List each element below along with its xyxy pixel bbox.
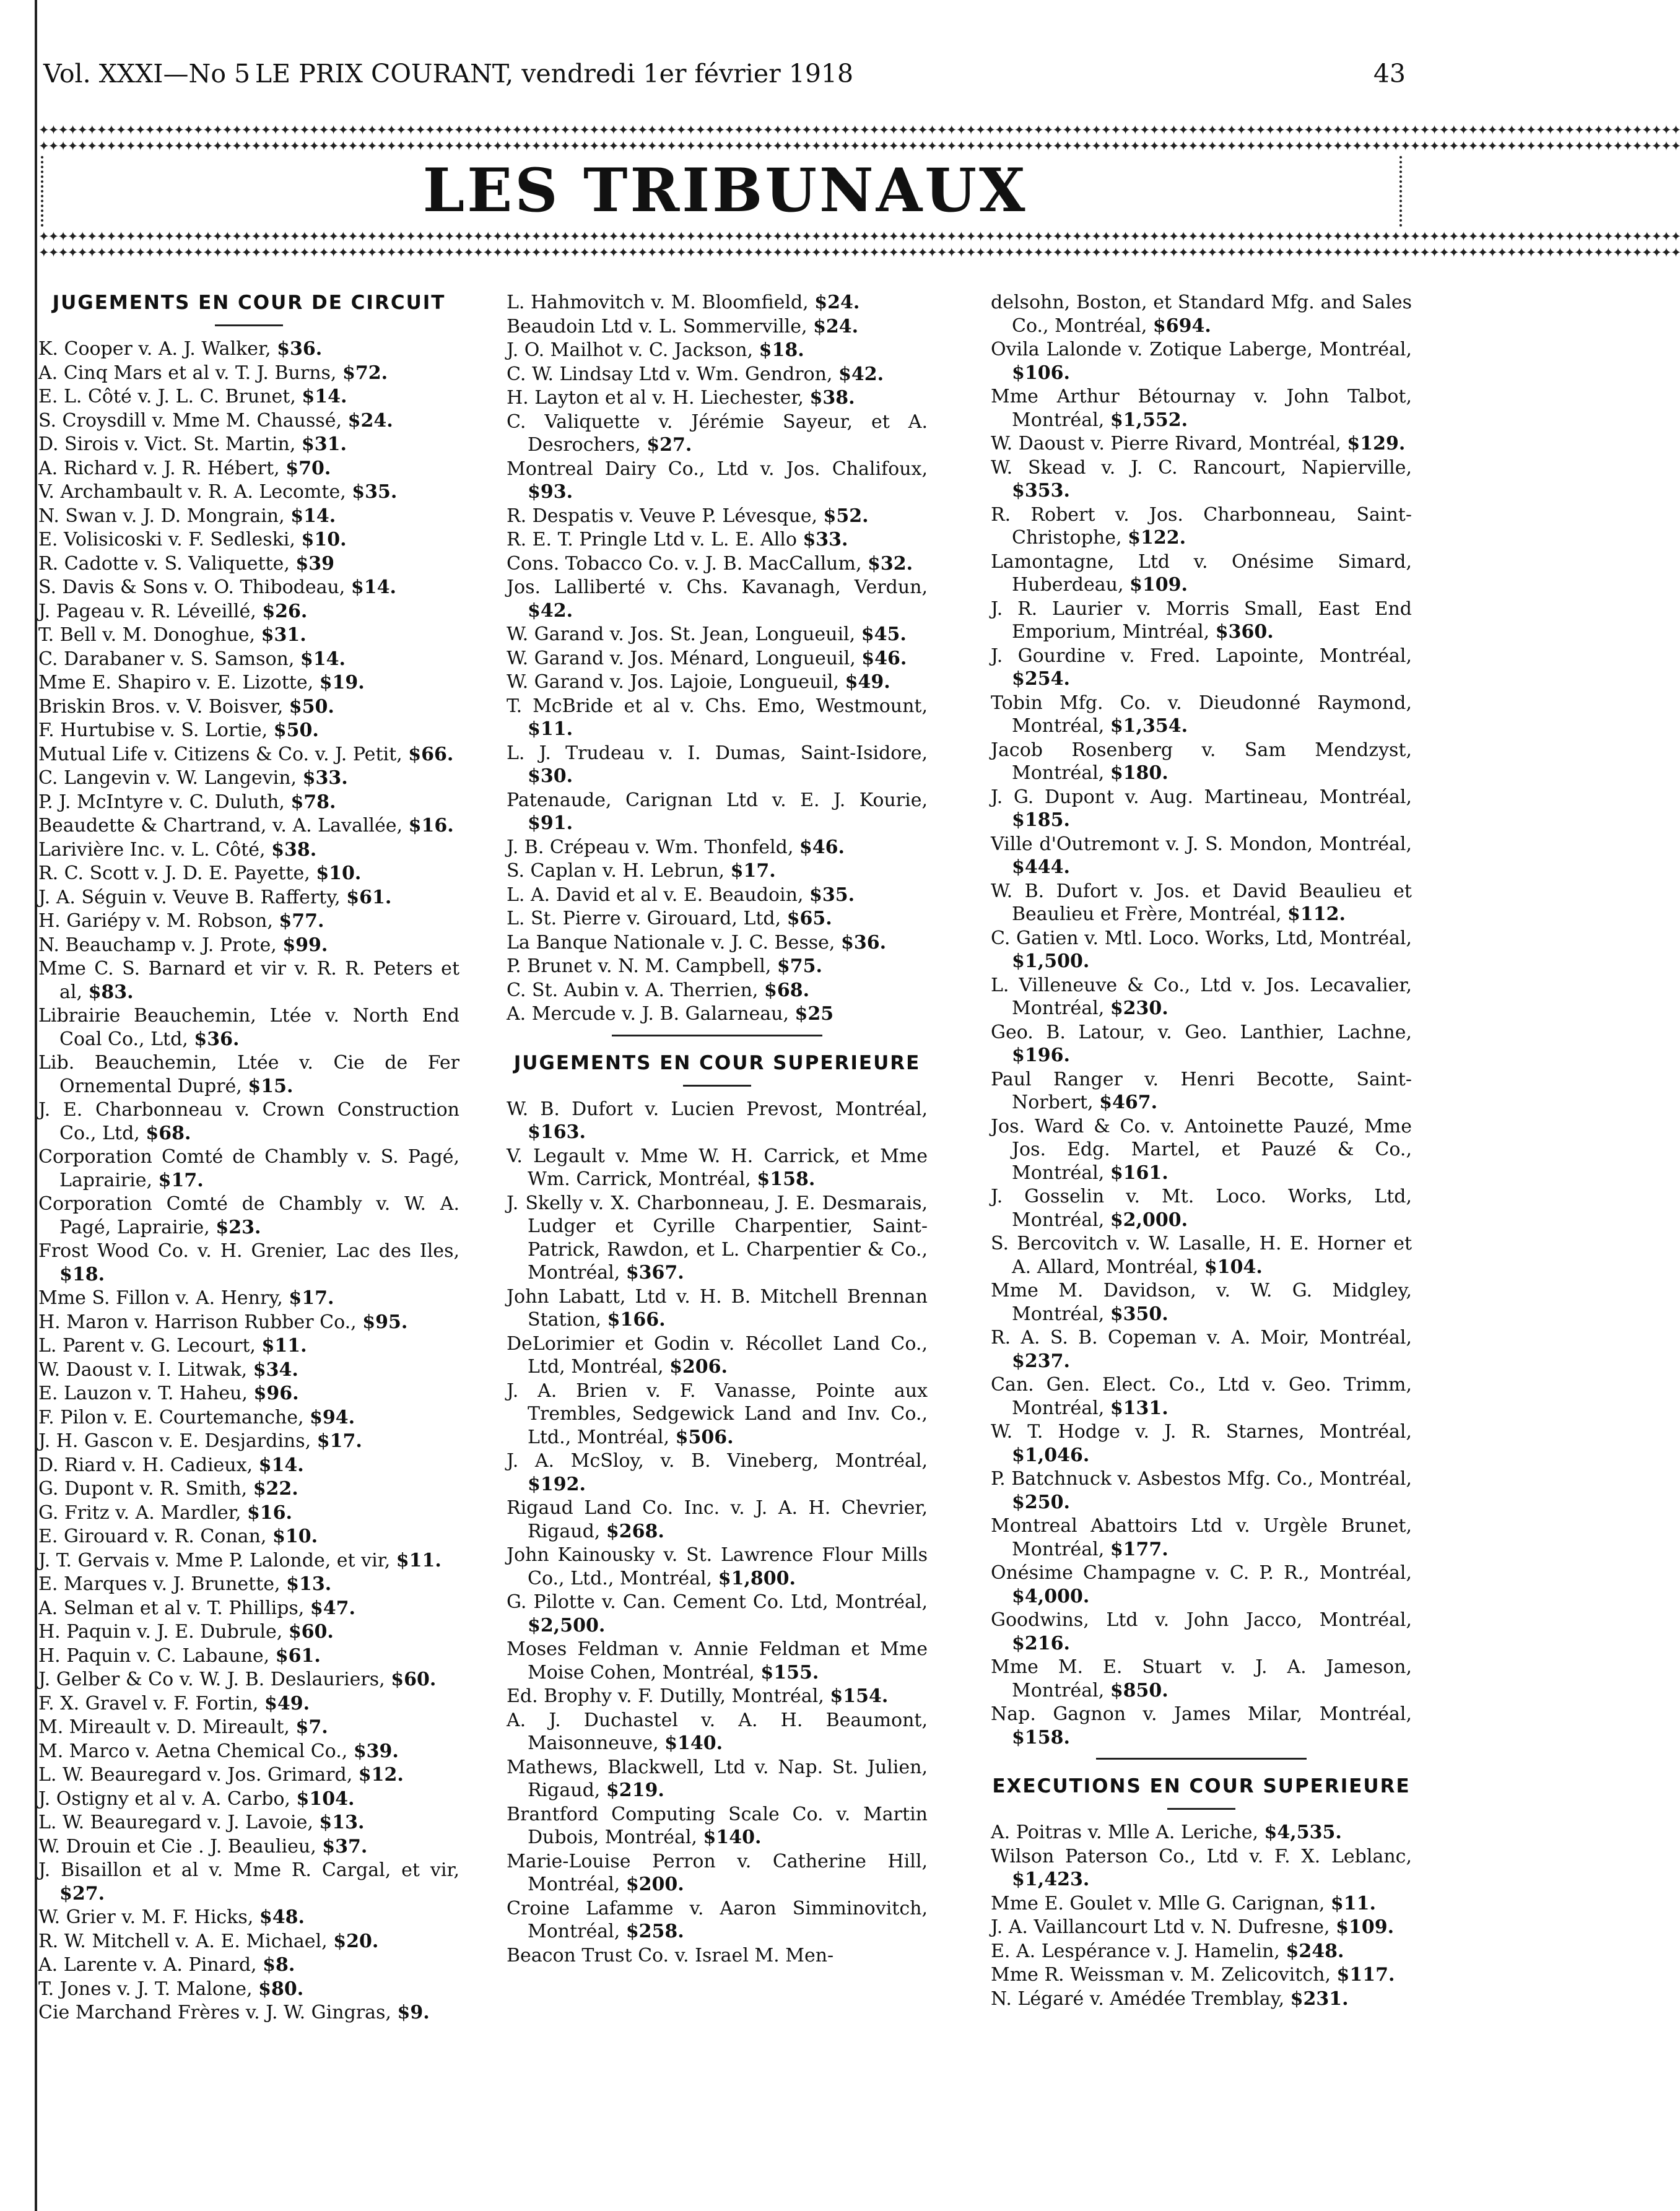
column-3 — [991, 291, 1412, 2011]
judgment-entry: W. Grier v. M. F. Hicks, $48. — [38, 1906, 305, 1928]
judgment-entry: J. R. Laurier v. Morris Small, East End Emporium, Mintréal, $360. — [991, 597, 1412, 643]
page-number: 43 — [1373, 59, 1406, 89]
judgment-entry: C. St. Aubin v. A. Therrien, $68. — [507, 979, 810, 1001]
judgment-entry: W. Daoust v. Pierre Rivard, Montréal, $129. — [991, 433, 1406, 454]
judgment-entry: Brantford Computing Scale Co. v. Martin Dubois, Montréal, $140. — [507, 1803, 928, 1848]
judgment-entry: J. G. Dupont v. Aug. Martineau, Montréal, $185. — [991, 786, 1412, 831]
judgment-entry: J. T. Gervais v. Mme P. Lalonde, et vir, $11. — [38, 1549, 442, 1571]
judgment-entry: Jos. Ward & Co. v. Antoinette Pauzé, Mme Jos. Edg. Martel, et Pauzé & Co., Montréal, $161. — [991, 1115, 1412, 1184]
judgment-entry: G. Pilotte v. Can. Cement Co. Ltd, Montréal, $2,500. — [507, 1591, 928, 1636]
judgment-entry: Cons. Tobacco Co. v. J. B. MacCallum, $32. — [507, 552, 913, 575]
judgment-entry: N. Beauchamp v. J. Prote, $99. — [38, 934, 328, 956]
judgment-entry: T. McBride et al v. Chs. Emo, Westmount, $11. — [507, 695, 928, 740]
judgment-entry: R. Despatis v. Veuve P. Lévesque, $52. — [507, 505, 869, 527]
heading-rule — [215, 324, 283, 326]
judgment-entry: C. Langevin v. W. Langevin, $33. — [38, 767, 348, 789]
judgment-entry: P. Brunet v. N. M. Campbell, $75. — [507, 955, 822, 977]
judgment-entry: L. W. Beauregard v. J. Lavoie, $13. — [38, 1812, 365, 1833]
judgment-entry: Mme M. Davidson, v. W. G. Midgley, Montréal, $350. — [991, 1280, 1412, 1325]
ornament-border-top: ✦✦✦✦✦✦✦✦✦✦✦✦✦✦✦✦✦✦✦✦✦✦✦✦✦✦✦✦✦✦✦✦✦✦✦✦✦✦✦✦✦✦✦✦✦✦✦✦✦✦✦✦✦✦✦✦✦✦✦✦✦✦✦✦✦✦✦✦✦✦✦✦✦✦✦✦✦✦✦✦✦✦✦✦✦✦✦✦✦✦✦✦✦✦✦✦✦✦✦✦✦✦✦✦✦✦✦✦✦✦✦✦✦✦✦✦✦✦✦✦✦✦✦✦✦✦✦✦✦✦✦✦✦✦✦✦✦✦✦✦✦✦✦✦✦✦✦✦✦✦✦✦✦✦✦✦✦✦✦✦✦✦✦✦✦✦✦✦✦✦ — [38, 123, 1680, 137]
section-title: LES TRIBUNAUX — [422, 155, 1028, 225]
judgment-entry: Cie Marchand Frères v. J. W. Gingras, $9. — [38, 2002, 430, 2023]
section-heading-circuit: JUGEMENTS EN COUR DE CIRCUIT — [52, 292, 446, 314]
judgment-entry: A. Poitras v. Mlle A. Leriche, $4,535. — [991, 1822, 1342, 1843]
judgment-entry: Can. Gen. Elect. Co., Ltd v. Geo. Trimm, Montréal, $131. — [991, 1374, 1412, 1419]
judgment-entry: J. O. Mailhot v. C. Jackson, $18. — [507, 339, 804, 361]
judgment-entry: M. Mireault v. D. Mireault, $7. — [38, 1716, 328, 1738]
judgment-entry: G. Dupont v. R. Smith, $22. — [38, 1478, 298, 1500]
judgment-entry: J. Gourdine v. Fred. Lapointe, Montréal, $254. — [991, 645, 1412, 690]
judgment-entry: H. Maron v. Harrison Rubber Co., $95. — [38, 1311, 408, 1333]
judgment-entry: F. Hurtubise v. S. Lortie, $50. — [38, 719, 319, 741]
judgment-entry: E. Lauzon v. T. Haheu, $96. — [38, 1383, 299, 1404]
judgment-entry: Mme R. Weissman v. M. Zelicovitch, $117. — [991, 1964, 1395, 1986]
judgment-entry: C. Darabaner v. S. Samson, $14. — [38, 648, 346, 670]
judgment-entry: J. A. Séguin v. Veuve B. Rafferty, $61. — [38, 886, 392, 908]
judgment-entry: L. W. Beauregard v. Jos. Grimard, $12. — [38, 1764, 404, 1786]
judgment-entry: N. Légaré v. Amédée Tremblay, $231. — [991, 1987, 1349, 2010]
judgment-entry: V. Legault v. Mme W. H. Carrick, et Mme Wm. Carrick, Montréal, $158. — [507, 1145, 928, 1190]
judgment-entry: Montreal Abattoirs Ltd v. Urgèle Brunet, Montréal, $177. — [991, 1515, 1412, 1560]
judgment-entry: L. Parent v. G. Lecourt, $11. — [38, 1335, 307, 1357]
judgment-entry: T. Jones v. J. T. Malone, $80. — [38, 1978, 304, 2000]
column-1 — [38, 291, 459, 2025]
judgment-entry: C. Valiquette v. Jérémie Sayeur, et A. Desrochers, $27. — [507, 410, 928, 456]
judgment-entry: Lamontagne, Ltd v. Onésime Simard, Huberdeau, $109. — [991, 550, 1412, 596]
ornament-border-bottom: ✦✦✦✦✦✦✦✦✦✦✦✦✦✦✦✦✦✦✦✦✦✦✦✦✦✦✦✦✦✦✦✦✦✦✦✦✦✦✦✦✦✦✦✦✦✦✦✦✦✦✦✦✦✦✦✦✦✦✦✦✦✦✦✦✦✦✦✦✦✦✦✦✦✦✦✦✦✦✦✦✦✦✦✦✦✦✦✦✦✦✦✦✦✦✦✦✦✦✦✦✦✦✦✦✦✦✦✦✦✦✦✦✦✦✦✦✦✦✦✦✦✦✦✦✦✦✦✦✦✦✦✦✦✦✦✦✦✦✦✦✦✦✦✦✦✦✦✦✦✦✦✦✦✦✦✦✦✦✦✦✦✦✦✦✦✦✦✦✦✦ — [38, 245, 1680, 260]
column-2 — [507, 291, 928, 1968]
heading-rule — [1167, 1808, 1235, 1810]
judgment-entry: A. Richard v. J. R. Hébert, $70. — [38, 457, 331, 479]
judgment-entry: W. B. Dufort v. Jos. et David Beaulieu et Beaulieu et Frère, Montréal, $112. — [991, 880, 1412, 925]
judgment-list — [507, 291, 928, 1026]
judgment-entry: N. Swan v. J. D. Mongrain, $14. — [38, 505, 336, 527]
judgment-entry: Mme Arthur Bétournay v. John Talbot, Montréal, $1,552. — [991, 386, 1412, 431]
judgment-entry: A. Mercude v. J. B. Galarneau, $25 — [507, 1003, 834, 1025]
judgment-entry: La Banque Nationale v. J. C. Besse, $36. — [507, 931, 887, 953]
judgment-entry: T. Bell v. M. Donoghue, $31. — [38, 624, 307, 646]
judgment-entry: Montreal Dairy Co., Ltd v. Jos. Chalifoux, $93. — [507, 458, 928, 503]
judgment-entry: Nap. Gagnon v. James Milar, Montréal, $158. — [991, 1703, 1412, 1748]
judgment-entry: Mme E. Goulet v. Mlle G. Carignan, $11. — [991, 1892, 1376, 1914]
judgment-entry: E. Girouard v. R. Conan, $10. — [38, 1526, 318, 1547]
judgment-entry: Lib. Beauchemin, Ltée v. Cie de Fer Ornemental Dupré, $15. — [38, 1052, 459, 1097]
judgment-entry: Jacob Rosenberg v. Sam Mendzyst, Montréal, $180. — [991, 739, 1412, 784]
judgment-entry: J. A. McSloy, v. B. Vineberg, Montréal, $192. — [507, 1450, 928, 1495]
judgment-entry: J. Ostigny et al v. A. Carbo, $104. — [38, 1787, 355, 1810]
judgment-entry: Beacon Trust Co. v. Israel M. Men- — [507, 1944, 834, 1966]
judgment-entry: R. Cadotte v. S. Valiquette, $39 — [38, 552, 335, 575]
page-header — [43, 59, 1406, 96]
judgment-entry: S. Caplan v. H. Lebrun, $17. — [507, 860, 776, 882]
judgment-entry: J. Gelber & Co v. W. J. B. Deslauriers, $60. — [38, 1669, 437, 1690]
judgment-entry: Ed. Brophy v. F. Dutilly, Montréal, $154. — [507, 1685, 889, 1707]
judgment-list — [991, 291, 1412, 1749]
judgment-entry: Beaudette & Chartrand, v. A. Lavallée, $16. — [38, 815, 454, 836]
judgment-entry: Mme M. E. Stuart v. J. A. Jameson, Montréal, $850. — [991, 1656, 1412, 1701]
judgment-entry: E. Marques v. J. Brunette, $13. — [38, 1573, 332, 1595]
judgment-entry: Wilson Paterson Co., Ltd v. F. X. Leblanc, $1,423. — [991, 1845, 1412, 1890]
ornament-border-right — [1399, 156, 1409, 227]
judgment-entry: R. Robert v. Jos. Charbonneau, Saint-Christophe, $122. — [991, 503, 1412, 549]
judgment-entry: Croine Lafamme v. Aaron Simminovitch, Montréal, $258. — [507, 1897, 928, 1942]
judgment-entry: S. Croysdill v. Mme M. Chaussé, $24. — [38, 409, 393, 432]
judgment-entry: Librairie Beauchemin, Ltée v. North End Coal Co., Ltd, $36. — [38, 1005, 459, 1050]
judgment-entry: Mme S. Fillon v. A. Henry, $17. — [38, 1287, 334, 1309]
judgment-entry: R. C. Scott v. J. D. E. Payette, $10. — [38, 862, 362, 884]
judgment-entry: J. H. Gascon v. E. Desjardins, $17. — [38, 1430, 362, 1452]
judgment-entry: D. Sirois v. Vict. St. Martin, $31. — [38, 433, 347, 455]
judgment-entry: W. Garand v. Jos. St. Jean, Longueuil, $45. — [507, 623, 907, 645]
judgment-list — [38, 337, 459, 2025]
judgment-entry: A. Larente v. A. Pinard, $8. — [38, 1954, 295, 1976]
left-margin-rule — [35, 0, 37, 2211]
section-divider — [612, 1035, 822, 1036]
judgment-entry: F. X. Gravel v. F. Fortin, $49. — [38, 1692, 310, 1714]
judgment-entry: F. Pilon v. E. Courtemanche, $94. — [38, 1406, 355, 1428]
judgment-entry: Patenaude, Carignan Ltd v. E. J. Kourie, $91. — [507, 789, 928, 834]
judgment-entry: Mathews, Blackwell, Ltd v. Nap. St. Julien, Rigaud, $219. — [507, 1756, 928, 1801]
judgment-entry: Corporation Comté de Chambly v. W. A. Pagé, Laprairie, $23. — [38, 1193, 459, 1238]
judgment-entry: Frost Wood Co. v. H. Grenier, Lac des Iles, $18. — [38, 1240, 459, 1285]
section-banner — [38, 123, 1680, 260]
judgment-entry: Corporation Comté de Chambly v. S. Pagé, Laprairie, $17. — [38, 1146, 459, 1191]
judgment-entry: W. Garand v. Jos. Lajoie, Longueuil, $49. — [507, 671, 890, 693]
judgment-entry: Moses Feldman v. Annie Feldman et Mme Moise Cohen, Montréal, $155. — [507, 1638, 928, 1683]
judgment-entry: Goodwins, Ltd v. John Jacco, Montréal, $216. — [991, 1609, 1412, 1654]
judgment-entry: W. Skead v. J. C. Rancourt, Napierville, $353. — [991, 456, 1412, 502]
judgment-entry: Beaudoin Ltd v. L. Sommerville, $24. — [507, 315, 859, 337]
judgment-entry: Onésime Champagne v. C. P. R., Montréal, $4,000. — [991, 1562, 1412, 1607]
judgment-entry: H. Layton et al v. H. Liechester, $38. — [507, 387, 855, 409]
judgment-entry: J. Gosselin v. Mt. Loco. Works, Ltd, Montréal, $2,000. — [991, 1186, 1412, 1231]
judgment-entry: R. A. S. B. Copeman v. A. Moir, Montréal, $237. — [991, 1327, 1412, 1372]
judgment-entry: Tobin Mfg. Co. v. Dieudonné Raymond, Montréal, $1,354. — [991, 692, 1412, 737]
judgment-entry: W. B. Dufort v. Lucien Prevost, Montréal, $163. — [507, 1098, 928, 1143]
judgment-entry: Geo. B. Latour, v. Geo. Lanthier, Lachne, $196. — [991, 1021, 1412, 1066]
judgment-entry: J. E. Charbonneau v. Crown Construction Co., Ltd, $68. — [38, 1099, 459, 1144]
volume-number: Vol. XXXI—No 5 — [43, 59, 251, 89]
judgment-entry: P. Batchnuck v. Asbestos Mfg. Co., Montréal, $250. — [991, 1468, 1412, 1513]
judgment-entry: DeLorimier et Godin v. Récollet Land Co., Ltd, Montréal, $206. — [507, 1332, 928, 1378]
publication-date-line: LE PRIX COURANT, vendredi 1er février 1918 — [255, 59, 854, 89]
judgment-entry: W. T. Hodge v. J. R. Starnes, Montréal, $1,046. — [991, 1421, 1412, 1466]
judgment-entry: Briskin Bros. v. V. Boisver, $50. — [38, 695, 334, 718]
heading-rule — [683, 1085, 751, 1087]
judgment-list — [507, 1098, 928, 1968]
judgment-entry: John Labatt, Ltd v. H. B. Mitchell Brennan Station, $166. — [507, 1285, 928, 1331]
judgment-entry: J. Bisaillon et al v. Mme R. Cargal, et vir, $27. — [38, 1859, 459, 1905]
judgment-entry: Mutual Life v. Citizens & Co. v. J. Petit, $66. — [38, 743, 454, 765]
judgment-entry: K. Cooper v. A. J. Walker, $36. — [38, 338, 323, 360]
judgment-entry: Rigaud Land Co. Inc. v. J. A. H. Chevrier, Rigaud, $268. — [507, 1497, 928, 1542]
judgment-entry: R. W. Mitchell v. A. E. Michael, $20. — [38, 1930, 379, 1952]
judgment-entry: Ville d'Outremont v. J. S. Mondon, Montréal, $444. — [991, 833, 1412, 878]
judgment-entry: L. A. David et al v. E. Beaudoin, $35. — [507, 884, 855, 906]
judgment-entry: M. Marco v. Aetna Chemical Co., $39. — [38, 1740, 399, 1762]
judgment-entry: L. Villeneuve & Co., Ltd v. Jos. Lecavalier, Montréal, $230. — [991, 974, 1412, 1019]
judgment-entry: H. Paquin v. J. E. Dubrule, $60. — [38, 1621, 334, 1643]
judgment-entry: J. Pageau v. R. Léveillé, $26. — [38, 600, 308, 622]
ornament-border-bottom-inner: ✦✦✦✦✦✦✦✦✦✦✦✦✦✦✦✦✦✦✦✦✦✦✦✦✦✦✦✦✦✦✦✦✦✦✦✦✦✦✦✦✦✦✦✦✦✦✦✦✦✦✦✦✦✦✦✦✦✦✦✦✦✦✦✦✦✦✦✦✦✦✦✦✦✦✦✦✦✦✦✦✦✦✦✦✦✦✦✦✦✦✦✦✦✦✦✦✦✦✦✦✦✦✦✦✦✦✦✦✦✦✦✦✦✦✦✦✦✦✦✦✦✦✦✦✦✦✦✦✦✦✦✦✦✦✦✦✦✦✦✦✦✦✦✦✦✦✦✦✦✦✦✦✦✦✦✦✦✦✦✦✦✦✦✦✦✦✦✦✦✦ — [38, 229, 1680, 244]
judgment-entry: J. A. Vaillancourt Ltd v. N. Dufresne, $109. — [991, 1916, 1395, 1938]
judgment-entry: delsohn, Boston, et Standard Mfg. and Sales Co., Montréal, $694. — [991, 292, 1412, 337]
judgment-entry: W. Garand v. Jos. Ménard, Longueuil, $46. — [507, 647, 907, 669]
judgment-entry: L. St. Pierre v. Girouard, Ltd, $65. — [507, 908, 832, 929]
judgment-entry: John Kainousky v. St. Lawrence Flour Mills Co., Ltd., Montréal, $1,800. — [507, 1544, 928, 1589]
judgment-entry: D. Riard v. H. Cadieux, $14. — [38, 1454, 304, 1476]
judgment-entry: Mme C. S. Barnard et vir v. R. R. Peters et al, $83. — [38, 958, 459, 1003]
judgment-entry: Paul Ranger v. Henri Becotte, Saint-Norbert, $467. — [991, 1068, 1412, 1113]
judgment-entry: H. Gariépy v. M. Robson, $77. — [38, 910, 324, 932]
judgment-entry: V. Archambault v. R. A. Lecomte, $35. — [38, 481, 398, 503]
judgment-entry: L. Hahmovitch v. M. Bloomfield, $24. — [507, 292, 860, 313]
judgment-entry: A. Cinq Mars et al v. T. J. Burns, $72. — [38, 362, 388, 384]
judgment-entry: W. Drouin et Cie . J. Beaulieu, $37. — [38, 1835, 368, 1857]
judgment-entry: J. A. Brien v. F. Vanasse, Pointe aux Trembles, Sedgewick Land and Inv. Co., Ltd., Montréal, $506. — [507, 1379, 928, 1448]
judgment-entry: Ovila Lalonde v. Zotique Laberge, Montréal, $106. — [991, 339, 1412, 384]
judgment-entry: W. Daoust v. I. Litwak, $34. — [38, 1358, 298, 1381]
judgment-entry: C. W. Lindsay Ltd v. Wm. Gendron, $42. — [507, 363, 884, 385]
judgment-entry: P. J. McIntyre v. C. Duluth, $78. — [38, 791, 336, 813]
judgment-entry: Larivière Inc. v. L. Côté, $38. — [38, 838, 317, 861]
judgment-entry: A. J. Duchastel v. A. H. Beaumont, Maisonneuve, $140. — [507, 1709, 928, 1754]
judgment-entry: J. B. Crépeau v. Wm. Thonfeld, $46. — [507, 836, 845, 858]
judgment-entry: J. Skelly v. X. Charbonneau, J. E. Desmarais, Ludger et Cyrille Charpentier, Saint-Patrick, Rawdon, et L. Charpentier & Co., Montréal, $367. — [507, 1192, 928, 1284]
judgment-entry: H. Paquin v. C. Labaune, $61. — [38, 1644, 321, 1667]
judgment-entry: L. J. Trudeau v. I. Dumas, Saint-Isidore, $30. — [507, 742, 928, 787]
judgment-entry: S. Bercovitch v. W. Lasalle, H. E. Horner et A. Allard, Montréal, $104. — [991, 1233, 1412, 1278]
judgment-entry: A. Selman et al v. T. Phillips, $47. — [38, 1597, 355, 1619]
judgment-entry: Mme E. Shapiro v. E. Lizotte, $19. — [38, 672, 365, 693]
judgment-entry: E. Volisicoski v. F. Sedleski, $10. — [38, 529, 347, 550]
judgment-entry: Jos. Lalliberté v. Chs. Kavanagh, Verdun, $42. — [507, 576, 928, 622]
section-heading-superieure: JUGEMENTS EN COUR SUPERIEURE — [513, 1051, 921, 1074]
judgment-entry: G. Fritz v. A. Mardler, $16. — [38, 1501, 293, 1524]
judgment-entry: E. L. Côté v. J. L. C. Brunet, $14. — [38, 386, 347, 407]
ornament-border-top-inner: ✦✦✦✦✦✦✦✦✦✦✦✦✦✦✦✦✦✦✦✦✦✦✦✦✦✦✦✦✦✦✦✦✦✦✦✦✦✦✦✦✦✦✦✦✦✦✦✦✦✦✦✦✦✦✦✦✦✦✦✦✦✦✦✦✦✦✦✦✦✦✦✦✦✦✦✦✦✦✦✦✦✦✦✦✦✦✦✦✦✦✦✦✦✦✦✦✦✦✦✦✦✦✦✦✦✦✦✦✦✦✦✦✦✦✦✦✦✦✦✦✦✦✦✦✦✦✦✦✦✦✦✦✦✦✦✦✦✦✦✦✦✦✦✦✦✦✦✦✦✦✦✦✦✦✦✦✦✦✦✦✦✦✦✦✦✦✦✦✦✦ — [38, 139, 1680, 154]
section-divider — [1096, 1758, 1307, 1760]
section-heading-executions: EXECUTIONS EN COUR SUPERIEURE — [992, 1775, 1411, 1797]
execution-list — [991, 1821, 1412, 2010]
judgment-entry: S. Davis & Sons v. O. Thibodeau, $14. — [38, 576, 396, 598]
judgment-entry: C. Gatien v. Mtl. Loco. Works, Ltd, Montréal, $1,500. — [991, 927, 1412, 972]
judgment-entry: E. A. Lespérance v. J. Hamelin, $248. — [991, 1940, 1344, 1962]
judgment-entry: R. E. T. Pringle Ltd v. L. E. Allo $33. — [507, 529, 848, 550]
judgment-entry: Marie-Louise Perron v. Catherine Hill, Montréal, $200. — [507, 1850, 928, 1895]
